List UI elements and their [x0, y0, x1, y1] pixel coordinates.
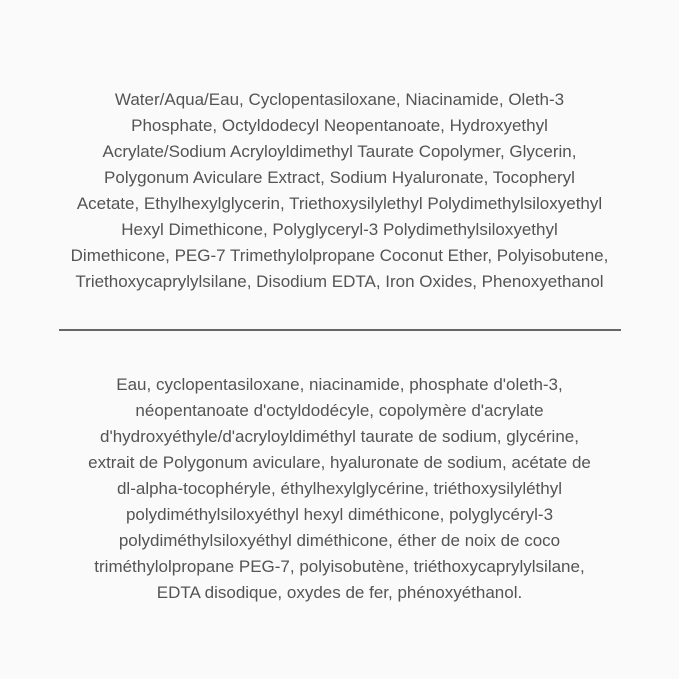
ingredient-line: Hexyl Dimethicone, Polyglyceryl-3 Polydimethylsiloxyethyl: [121, 220, 558, 239]
ingredient-line: EDTA disodique, oxydes de fer, phénoxyéthanol.: [156, 583, 523, 602]
ingredient-line: Eau, cyclopentasiloxane, niacinamide, phosphate d'oleth-3,: [116, 375, 563, 394]
ingredient-line: extrait de Polygonum aviculare, hyaluronate de sodium, acétate de: [88, 453, 591, 472]
ingredient-line: triméthylolpropane PEG-7, polyisobutène, triéthoxycaprylylsilane,: [94, 557, 585, 576]
ingredient-line: d'hydroxyéthyle/d'acryloyldiméthyl taurate de sodium, glycérine,: [100, 427, 579, 446]
ingredient-line: Polygonum Aviculare Extract, Sodium Hyaluronate, Tocopheryl: [104, 168, 575, 187]
ingredients-list-english: [0, 0, 679, 295]
ingredients-list-french: [0, 372, 679, 606]
section-divider: [59, 329, 621, 331]
ingredient-line: Triethoxycaprylylsilane, Disodium EDTA, Iron Oxides, Phenoxyethanol: [75, 272, 604, 291]
ingredient-line: polydiméthylsiloxyéthyl diméthicone, éther de noix de coco: [118, 531, 561, 550]
ingredient-line: Acrylate/Sodium Acryloyldimethyl Taurate Copolymer, Glycerin,: [102, 142, 577, 161]
ingredient-line: néopentanoate d'octyldodécyle, copolymère d'acrylate: [135, 401, 544, 420]
ingredient-line: polydiméthylsiloxyéthyl hexyl diméthicone, polyglycéryl-3: [125, 505, 554, 524]
ingredient-line: dl-alpha-tocophéryle, éthylhexylglycérine, triéthoxysilyléthyl: [116, 479, 563, 498]
ingredient-line: Phosphate, Octyldodecyl Neopentanoate, Hydroxyethyl: [131, 116, 548, 135]
ingredient-line: Water/Aqua/Eau, Cyclopentasiloxane, Niacinamide, Oleth-3: [114, 90, 565, 109]
ingredient-line: Acetate, Ethylhexylglycerin, Triethoxysilylethyl Polydimethylsiloxyethyl: [76, 194, 603, 213]
ingredient-line: Dimethicone, PEG-7 Trimethylolpropane Coconut Ether, Polyisobutene,: [70, 246, 609, 265]
